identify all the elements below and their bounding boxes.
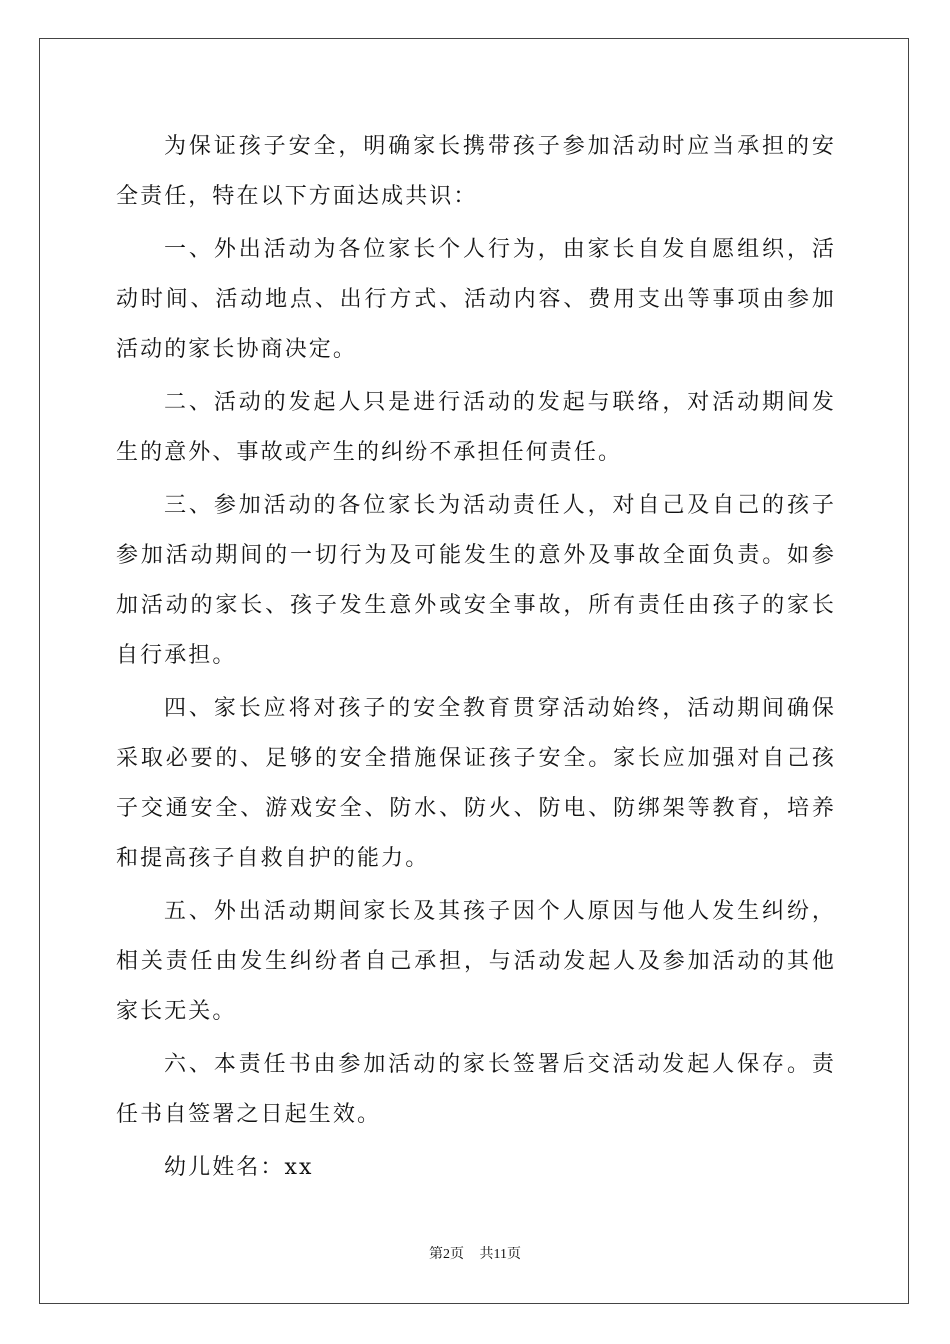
child-name-line: 幼儿姓名：xx xyxy=(164,1155,314,1180)
paragraph-clause-5: 五、外出活动期间家长及其孩子因个人原因与他人发生纠纷，相关责任由发生纠纷者自己承担，与活动发起人及参加活动的其他家长无关。 xyxy=(116,899,836,1024)
page-footer xyxy=(0,1243,950,1263)
paragraph-clause-6: 六、本责任书由参加活动的家长签署后交活动发起人保存。责任书自签署之日起生效。 xyxy=(116,1052,836,1127)
paragraph-intro: 为保证孩子安全，明确家长携带孩子参加活动时应当承担的安全责任，特在以下方面达成共识： xyxy=(116,134,836,209)
paragraph-clause-4: 四、家长应将对孩子的安全教育贯穿活动始终，活动期间确保采取必要的、足够的安全措施保证孩子安全。家长应加强对自己孩子交通安全、游戏安全、防水、防火、防电、防绑架等教育，培养和提高孩子自救自护的能力。 xyxy=(116,696,836,871)
document-body xyxy=(116,122,836,1196)
paragraph-clause-3: 三、参加活动的各位家长为活动责任人，对自己及自己的孩子参加活动期间的一切行为及可能发生的意外及事故全面负责。如参加活动的家长、孩子发生意外或安全事故，所有责任由孩子的家长自行承担。 xyxy=(116,493,836,668)
paragraph-clause-2: 二、活动的发起人只是进行活动的发起与联络，对活动期间发生的意外、事故或产生的纠纷不承担任何责任。 xyxy=(116,390,836,465)
page-number-current: 第2页 xyxy=(429,1247,464,1262)
page-number-total: 共11页 xyxy=(479,1247,521,1262)
paragraph-clause-1: 一、外出活动为各位家长个人行为，由家长自发自愿组织，活动时间、活动地点、出行方式、活动内容、费用支出等事项由参加活动的家长协商决定。 xyxy=(116,237,836,362)
